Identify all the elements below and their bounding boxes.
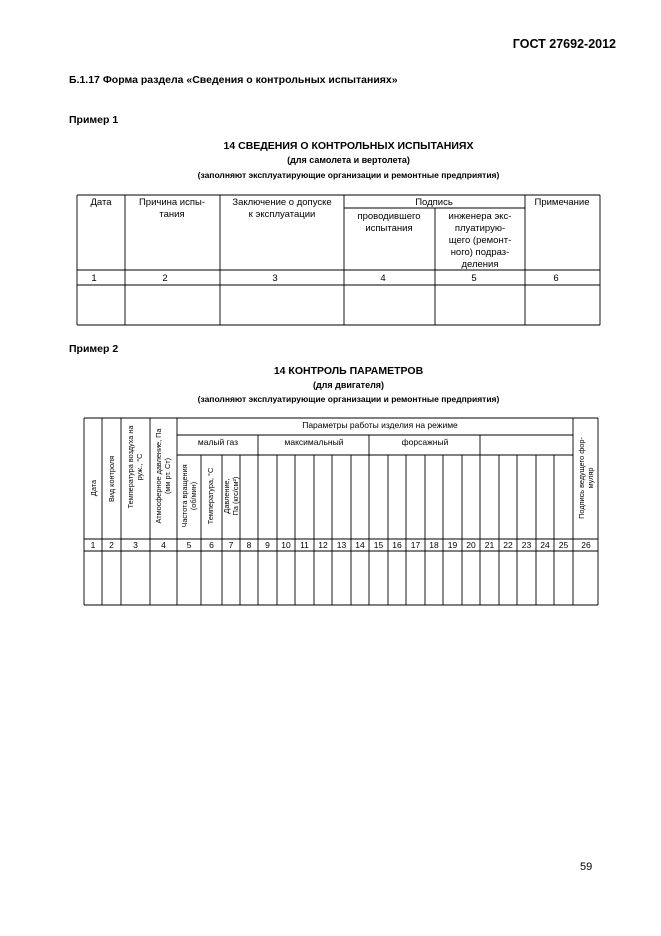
col-number: 9 (265, 540, 270, 550)
col-number: 24 (540, 540, 550, 550)
col-conclusion-header: Заключение о допуске (232, 197, 332, 208)
params-header: Параметры работы изделия на режиме (302, 420, 458, 430)
col-temp-header: Температура, °С (206, 467, 215, 525)
page-number: 59 (580, 861, 593, 873)
section-title: Б.1.17 Форма раздела «Сведения о контрольных испытаниях» (69, 74, 398, 86)
col-number: 16 (392, 540, 402, 550)
col-pressure-header-line2: (мм рт. Ст) (163, 457, 172, 495)
col-rpm-header-line2: (об/мин) (189, 481, 198, 511)
mode-max: максимальный (284, 437, 344, 447)
table-2-title: 14 КОНТРОЛЬ ПАРАМЕТРОВ (273, 365, 424, 377)
col-number: 4 (380, 273, 386, 284)
col-number: 2 (109, 540, 114, 550)
col-number: 6 (553, 273, 559, 284)
col-number: 23 (521, 540, 532, 550)
example-1-label: Пример 1 (69, 114, 119, 126)
col-sig-engineer-line4: ного) подраз- (450, 247, 510, 258)
col-signature-header-line2: муляр (586, 467, 595, 489)
col-number: 15 (373, 540, 384, 550)
col-sig-engineer-line3: щего (ремонт- (448, 235, 512, 246)
table-2-subtitle: (для двигателя) (312, 380, 385, 390)
col-air-temp-header: Температура воздуха на (126, 425, 135, 509)
col-conclusion-header-line2: к эксплуатации (248, 209, 316, 220)
col-reason-header: Причина испы- (138, 197, 206, 208)
control-tests-table (77, 195, 600, 325)
col-sig-engineer-line5: деления (461, 259, 499, 270)
col-number: 5 (471, 273, 477, 284)
col-sig-tester: проводившего (357, 211, 421, 222)
table-1-subtitle: (для самолета и вертолета) (287, 155, 410, 165)
col-number: 21 (484, 540, 495, 550)
col-date-header: Дата (90, 197, 112, 208)
col-number: 20 (466, 540, 476, 550)
col-air-temp-header-line2: руж., °С (135, 453, 144, 481)
col-number: 4 (161, 540, 166, 550)
table-1-note: (заполняют эксплуатирующие организации и ремонтные предприятия) (197, 170, 500, 180)
col-number: 19 (447, 540, 458, 550)
col-number: 25 (558, 540, 569, 550)
col-number: 22 (503, 540, 513, 550)
table-1-title: 14 СВЕДЕНИЯ О КОНТРОЛЬНЫХ ИСПЫТАНИЯХ (223, 140, 474, 152)
col-date-header: Дата (89, 479, 98, 497)
col-number: 13 (336, 540, 347, 550)
mode-idle: малый газ (197, 437, 239, 447)
col-number: 5 (186, 540, 192, 550)
document-standard-number: ГОСТ 27692-2012 (512, 37, 616, 51)
col-number: 8 (246, 540, 252, 550)
col-number: 1 (91, 273, 97, 284)
col-pressure-header: Атмосферное давление, Па (154, 428, 163, 524)
col-number: 7 (228, 540, 234, 550)
col-press-header-line2: Па (кгс/см²) (231, 476, 240, 516)
col-reason-header-line2: тания (159, 209, 185, 220)
col-sig-engineer-line2: плуатирую- (454, 223, 506, 234)
col-signature-header: Подпись (415, 197, 453, 208)
table-2-note: (заполняют эксплуатирующие организации и ремонтные предприятия) (197, 394, 500, 404)
col-number: 14 (355, 540, 365, 550)
col-number: 12 (318, 540, 328, 550)
table-2-column-numbers (91, 540, 591, 550)
table-2-header-texts (89, 420, 595, 528)
mode-afterburner: форсажный (401, 437, 449, 447)
col-signature-header: Подпись ведущего фор- (577, 437, 586, 519)
col-number: 26 (581, 540, 591, 550)
col-number: 3 (133, 540, 138, 550)
col-number: 3 (272, 273, 278, 284)
example-2-label: Пример 2 (69, 343, 119, 355)
table-1-column-numbers (91, 273, 558, 284)
col-sig-tester-line2: испытания (365, 223, 413, 234)
col-number: 18 (429, 540, 439, 550)
col-number: 10 (281, 540, 291, 550)
col-control-type-header: Вид контроля (107, 455, 116, 503)
col-number: 17 (410, 540, 421, 550)
col-number: 2 (162, 273, 168, 284)
col-sig-engineer: инженера экс- (448, 211, 512, 222)
col-rpm-header: Частота вращения (180, 464, 189, 528)
col-number: 11 (300, 540, 309, 550)
col-remark-header: Примечание (534, 197, 590, 208)
col-number: 6 (209, 540, 214, 550)
col-press-header: Давление, (222, 478, 231, 514)
col-number: 1 (90, 540, 96, 550)
